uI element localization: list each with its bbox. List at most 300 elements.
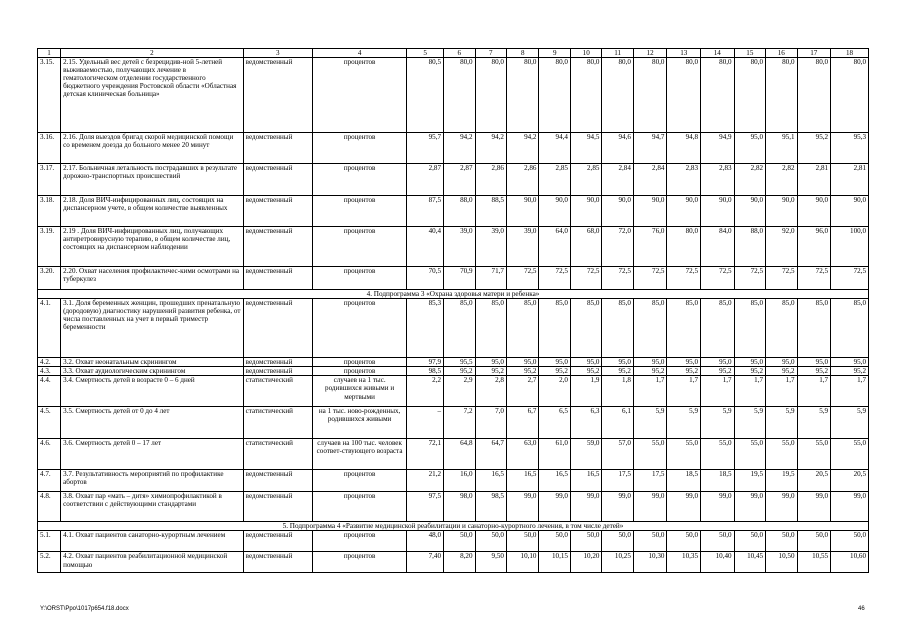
column-number: 18 xyxy=(831,49,869,58)
value-cell: 80,0 xyxy=(475,58,506,133)
value-cell: 95,2 xyxy=(667,367,701,376)
value-cell: 95,5 xyxy=(444,358,475,367)
value-cell: 95,2 xyxy=(797,133,831,164)
value-cell: 5,9 xyxy=(797,407,831,439)
value-cell: 94,9 xyxy=(701,133,735,164)
value-cell: 50,0 xyxy=(602,531,633,552)
value-cell: 2,7 xyxy=(506,376,539,407)
value-cell: 7,0 xyxy=(475,407,506,439)
column-number: 17 xyxy=(797,49,831,58)
value-cell: 1,7 xyxy=(667,376,701,407)
row-number-cell: 3.20. xyxy=(38,267,61,290)
indicator-type-cell: ведомственный xyxy=(243,133,312,164)
unit-cell: процентов xyxy=(312,196,406,227)
value-cell: 72,5 xyxy=(633,267,667,290)
value-cell: 85,0 xyxy=(797,299,831,358)
column-number: 14 xyxy=(701,49,735,58)
value-cell: 10,40 xyxy=(701,552,735,573)
unit-cell: случаев на 100 тыс. человек соответ-ствующего возраста xyxy=(312,439,406,470)
value-cell: 72,5 xyxy=(539,267,570,290)
value-cell: 50,0 xyxy=(831,531,869,552)
value-cell: 2,84 xyxy=(633,164,667,196)
value-cell: 90,0 xyxy=(831,196,869,227)
indicator-name-cell: 2.19 . Доля ВИЧ-инфицированных лиц, получающих антиретровирусную терапию, в общем количестве лиц, состоящих на диспансерном наблюдении xyxy=(61,227,244,267)
section-title: 4. Подпрограмма 3 «Охрана здоровья матери и ребенка» xyxy=(38,290,869,299)
value-cell: 16,5 xyxy=(475,470,506,492)
value-cell: 2,81 xyxy=(797,164,831,196)
value-cell: 80,0 xyxy=(667,58,701,133)
value-cell: 99,0 xyxy=(797,492,831,522)
value-cell: 20,5 xyxy=(797,470,831,492)
value-cell: 90,0 xyxy=(766,196,797,227)
value-cell: 95,3 xyxy=(831,133,869,164)
value-cell: 98,0 xyxy=(444,492,475,522)
value-cell: 99,0 xyxy=(602,492,633,522)
indicator-name-cell: 3.8. Охват пар «мать – дитя» химиопрофилактикой в соответствии с действующими стандартами xyxy=(61,492,244,522)
value-cell: 2,82 xyxy=(766,164,797,196)
table-row xyxy=(38,367,869,376)
value-cell: 18,5 xyxy=(667,470,701,492)
row-number-cell: 4.5. xyxy=(38,407,61,439)
value-cell: 95,0 xyxy=(734,358,765,367)
value-cell: 80,0 xyxy=(444,58,475,133)
indicator-name-cell: 3.3. Охват аудиологическим скринингом xyxy=(61,367,244,376)
value-cell: 90,0 xyxy=(570,196,601,227)
value-cell: 80,0 xyxy=(539,58,570,133)
value-cell: 70,5 xyxy=(407,267,444,290)
value-cell: 98,5 xyxy=(407,367,444,376)
value-cell: 2,9 xyxy=(444,376,475,407)
value-cell: 5,9 xyxy=(831,407,869,439)
indicator-type-cell: ведомственный xyxy=(243,58,312,133)
row-number-cell: 4.3. xyxy=(38,367,61,376)
value-cell: 80,0 xyxy=(633,58,667,133)
value-cell: 85,0 xyxy=(831,299,869,358)
column-number: 9 xyxy=(539,49,570,58)
row-number-cell: 4.8. xyxy=(38,492,61,522)
value-cell: 2,85 xyxy=(539,164,570,196)
value-cell: 95,0 xyxy=(831,358,869,367)
indicator-type-cell: статистический xyxy=(243,407,312,439)
document-page xyxy=(37,48,869,573)
table-row xyxy=(38,58,869,133)
value-cell: 90,0 xyxy=(797,196,831,227)
value-cell: 50,0 xyxy=(633,531,667,552)
value-cell: 19,5 xyxy=(734,470,765,492)
value-cell: 16,5 xyxy=(539,470,570,492)
value-cell: 99,0 xyxy=(539,492,570,522)
indicator-name-cell: 2.16. Доля выездов бригад скорой медицинской помощи со временем доезда до больного менее 20 минут xyxy=(61,133,244,164)
value-cell: 85,0 xyxy=(570,299,601,358)
unit-cell: процентов xyxy=(312,358,406,367)
value-cell: 70,9 xyxy=(444,267,475,290)
value-cell: 72,5 xyxy=(667,267,701,290)
value-cell: 16,0 xyxy=(444,470,475,492)
value-cell: 17,5 xyxy=(633,470,667,492)
indicator-type-cell: ведомственный xyxy=(243,367,312,376)
value-cell: 72,5 xyxy=(602,267,633,290)
value-cell: 6,7 xyxy=(506,407,539,439)
value-cell: 2,87 xyxy=(407,164,444,196)
value-cell: 2,82 xyxy=(734,164,765,196)
value-cell: 88,0 xyxy=(734,227,765,267)
value-cell: 80,0 xyxy=(667,227,701,267)
value-cell: 64,0 xyxy=(539,227,570,267)
column-number: 2 xyxy=(61,49,244,58)
value-cell: 20,5 xyxy=(831,470,869,492)
value-cell: 10,35 xyxy=(667,552,701,573)
value-cell: 1,7 xyxy=(797,376,831,407)
column-number: 3 xyxy=(243,49,312,58)
value-cell: 95,0 xyxy=(797,358,831,367)
indicator-type-cell: статистический xyxy=(243,376,312,407)
value-cell: 95,2 xyxy=(444,367,475,376)
value-cell: 99,0 xyxy=(831,492,869,522)
value-cell: 57,0 xyxy=(602,439,633,470)
column-number: 11 xyxy=(602,49,633,58)
value-cell: 99,0 xyxy=(734,492,765,522)
table-row xyxy=(38,376,869,407)
value-cell: 72,5 xyxy=(797,267,831,290)
value-cell: 99,0 xyxy=(506,492,539,522)
value-cell: 95,0 xyxy=(539,358,570,367)
section-header-row xyxy=(38,522,869,531)
table-body xyxy=(38,49,869,573)
unit-cell: на 1 тыс. ново-рожденных, родившихся живыми xyxy=(312,407,406,439)
value-cell: 90,0 xyxy=(667,196,701,227)
indicator-type-cell: ведомственный xyxy=(243,164,312,196)
value-cell: 39,0 xyxy=(506,227,539,267)
value-cell: 80,5 xyxy=(407,58,444,133)
column-number: 7 xyxy=(475,49,506,58)
value-cell: 6,1 xyxy=(602,407,633,439)
value-cell: 10,55 xyxy=(797,552,831,573)
value-cell: 85,0 xyxy=(444,299,475,358)
value-cell: 55,0 xyxy=(667,439,701,470)
indicator-type-cell: ведомственный xyxy=(243,358,312,367)
table-row xyxy=(38,492,869,522)
value-cell: 1,7 xyxy=(766,376,797,407)
value-cell: 94,7 xyxy=(633,133,667,164)
unit-cell: процентов xyxy=(312,164,406,196)
value-cell: 80,0 xyxy=(506,58,539,133)
value-cell: 2,84 xyxy=(602,164,633,196)
value-cell: 50,0 xyxy=(506,531,539,552)
value-cell: 50,0 xyxy=(667,531,701,552)
value-cell: 2,8 xyxy=(475,376,506,407)
value-cell: 55,0 xyxy=(766,439,797,470)
row-number-cell: 3.19. xyxy=(38,227,61,267)
unit-cell: процентов xyxy=(312,267,406,290)
value-cell: 94,4 xyxy=(539,133,570,164)
value-cell: 95,0 xyxy=(667,358,701,367)
column-number: 4 xyxy=(312,49,406,58)
value-cell: 76,0 xyxy=(633,227,667,267)
unit-cell: процентов xyxy=(312,531,406,552)
value-cell: 2,81 xyxy=(831,164,869,196)
indicator-name-cell: 4.2. Охват пациентов реабилитационной медицинской помощью xyxy=(61,552,244,573)
value-cell: 55,0 xyxy=(734,439,765,470)
indicators-table xyxy=(37,48,869,573)
indicator-name-cell: 3.6. Смертность детей 0 – 17 лет xyxy=(61,439,244,470)
value-cell: 95,2 xyxy=(734,367,765,376)
column-number: 8 xyxy=(506,49,539,58)
row-number-cell: 3.18. xyxy=(38,196,61,227)
column-number: 13 xyxy=(667,49,701,58)
unit-cell: процентов xyxy=(312,470,406,492)
indicator-type-cell: ведомственный xyxy=(243,470,312,492)
value-cell: 80,0 xyxy=(831,58,869,133)
value-cell: – xyxy=(407,407,444,439)
value-cell: 85,0 xyxy=(766,299,797,358)
value-cell: 72,5 xyxy=(506,267,539,290)
value-cell: 100,0 xyxy=(831,227,869,267)
value-cell: 85,0 xyxy=(602,299,633,358)
table-row xyxy=(38,133,869,164)
value-cell: 2,83 xyxy=(667,164,701,196)
value-cell: 10,30 xyxy=(633,552,667,573)
row-number-cell: 4.7. xyxy=(38,470,61,492)
value-cell: 72,0 xyxy=(602,227,633,267)
unit-cell: процентов xyxy=(312,299,406,358)
value-cell: 55,0 xyxy=(831,439,869,470)
value-cell: 72,5 xyxy=(766,267,797,290)
value-cell: 72,1 xyxy=(407,439,444,470)
row-number-cell: 3.15. xyxy=(38,58,61,133)
indicator-type-cell: ведомственный xyxy=(243,492,312,522)
value-cell: 68,0 xyxy=(570,227,601,267)
value-cell: 1,7 xyxy=(701,376,735,407)
value-cell: 1,7 xyxy=(831,376,869,407)
table-row xyxy=(38,552,869,573)
indicator-name-cell: 2.15. Удельный вес детей с безрецидив-ной 5-летней выживаемостью, получающих лечение в гематологическом отделении государственного бюджетного учреждения Ростовской области «Областная детская клиническая больница» xyxy=(61,58,244,133)
value-cell: 92,0 xyxy=(766,227,797,267)
value-cell: 6,3 xyxy=(570,407,601,439)
value-cell: 50,0 xyxy=(701,531,735,552)
value-cell: 40,4 xyxy=(407,227,444,267)
row-number-cell: 4.4. xyxy=(38,376,61,407)
value-cell: 98,5 xyxy=(475,492,506,522)
value-cell: 39,0 xyxy=(475,227,506,267)
value-cell: 10,15 xyxy=(539,552,570,573)
indicator-type-cell: ведомственный xyxy=(243,552,312,573)
unit-cell: процентов xyxy=(312,133,406,164)
value-cell: 21,2 xyxy=(407,470,444,492)
value-cell: 50,0 xyxy=(734,531,765,552)
value-cell: 95,0 xyxy=(602,358,633,367)
table-row xyxy=(38,531,869,552)
value-cell: 71,7 xyxy=(475,267,506,290)
table-row xyxy=(38,439,869,470)
value-cell: 2,2 xyxy=(407,376,444,407)
value-cell: 10,45 xyxy=(734,552,765,573)
value-cell: 2,85 xyxy=(570,164,601,196)
row-number-cell: 3.16. xyxy=(38,133,61,164)
table-row xyxy=(38,470,869,492)
file-path: Y:\ORST\Ppo\1017p654.f18.docx xyxy=(40,606,129,612)
value-cell: 95,7 xyxy=(407,133,444,164)
value-cell: 17,5 xyxy=(602,470,633,492)
row-number-cell: 5.1. xyxy=(38,531,61,552)
value-cell: 55,0 xyxy=(797,439,831,470)
value-cell: 94,2 xyxy=(475,133,506,164)
value-cell: 80,0 xyxy=(701,58,735,133)
value-cell: 18,5 xyxy=(701,470,735,492)
table-row xyxy=(38,407,869,439)
indicator-name-cell: 2.18. Доля ВИЧ-инфицированных лиц, состоящих на диспансерном учете, в общем количестве выявленных xyxy=(61,196,244,227)
column-number: 12 xyxy=(633,49,667,58)
table-row xyxy=(38,196,869,227)
indicator-type-cell: ведомственный xyxy=(243,299,312,358)
value-cell: 95,0 xyxy=(475,358,506,367)
value-cell: 59,0 xyxy=(570,439,601,470)
section-header-row xyxy=(38,290,869,299)
row-number-cell: 4.1. xyxy=(38,299,61,358)
value-cell: 90,0 xyxy=(602,196,633,227)
value-cell: 10,60 xyxy=(831,552,869,573)
table-row xyxy=(38,358,869,367)
value-cell: 2,83 xyxy=(701,164,735,196)
table-row xyxy=(38,299,869,358)
value-cell: 85,0 xyxy=(667,299,701,358)
value-cell: 5,9 xyxy=(633,407,667,439)
value-cell: 95,2 xyxy=(831,367,869,376)
value-cell: 5,9 xyxy=(667,407,701,439)
table-row xyxy=(38,267,869,290)
value-cell: 85,3 xyxy=(407,299,444,358)
indicator-type-cell: статистический xyxy=(243,439,312,470)
indicator-name-cell: 3.1. Доля беременных женщин, прошедших пренатальную (дородовую) диагностику нарушений развития ребенка, от числа поставленных на учет в первый триместр беременности xyxy=(61,299,244,358)
row-number-cell: 3.17. xyxy=(38,164,61,196)
value-cell: 2,87 xyxy=(444,164,475,196)
value-cell: 95,1 xyxy=(766,133,797,164)
value-cell: 95,2 xyxy=(602,367,633,376)
indicator-name-cell: 3.2. Охват неонатальным скринингом xyxy=(61,358,244,367)
value-cell: 5,9 xyxy=(701,407,735,439)
page-number: 46 xyxy=(858,606,865,612)
value-cell: 95,2 xyxy=(475,367,506,376)
indicator-name-cell: 3.4. Смертность детей в возрасте 0 – 6 дней xyxy=(61,376,244,407)
value-cell: 64,7 xyxy=(475,439,506,470)
value-cell: 10,50 xyxy=(766,552,797,573)
value-cell: 88,0 xyxy=(444,196,475,227)
value-cell: 94,5 xyxy=(570,133,601,164)
value-cell: 8,20 xyxy=(444,552,475,573)
table-row xyxy=(38,227,869,267)
value-cell: 94,2 xyxy=(444,133,475,164)
value-cell: 85,0 xyxy=(475,299,506,358)
value-cell: 95,0 xyxy=(734,133,765,164)
value-cell: 95,0 xyxy=(506,358,539,367)
value-cell: 61,0 xyxy=(539,439,570,470)
value-cell: 2,86 xyxy=(506,164,539,196)
value-cell: 10,25 xyxy=(602,552,633,573)
value-cell: 90,0 xyxy=(506,196,539,227)
value-cell: 50,0 xyxy=(766,531,797,552)
value-cell: 16,5 xyxy=(570,470,601,492)
value-cell: 85,0 xyxy=(734,299,765,358)
value-cell: 10,10 xyxy=(506,552,539,573)
value-cell: 5,9 xyxy=(734,407,765,439)
value-cell: 95,2 xyxy=(633,367,667,376)
value-cell: 64,8 xyxy=(444,439,475,470)
value-cell: 90,0 xyxy=(701,196,735,227)
value-cell: 95,2 xyxy=(506,367,539,376)
value-cell: 50,0 xyxy=(570,531,601,552)
value-cell: 55,0 xyxy=(701,439,735,470)
indicator-type-cell: ведомственный xyxy=(243,196,312,227)
value-cell: 99,0 xyxy=(766,492,797,522)
value-cell: 5,9 xyxy=(766,407,797,439)
value-cell: 95,0 xyxy=(766,358,797,367)
value-cell: 7,2 xyxy=(444,407,475,439)
value-cell: 1,7 xyxy=(633,376,667,407)
value-cell: 50,0 xyxy=(797,531,831,552)
value-cell: 85,0 xyxy=(506,299,539,358)
value-cell: 16,5 xyxy=(506,470,539,492)
value-cell: 95,2 xyxy=(766,367,797,376)
value-cell: 80,0 xyxy=(602,58,633,133)
value-cell: 94,2 xyxy=(506,133,539,164)
column-number: 5 xyxy=(407,49,444,58)
value-cell: 2,86 xyxy=(475,164,506,196)
value-cell: 90,0 xyxy=(633,196,667,227)
value-cell: 85,0 xyxy=(633,299,667,358)
value-cell: 95,2 xyxy=(701,367,735,376)
value-cell: 88,5 xyxy=(475,196,506,227)
unit-cell: случаев на 1 тыс. родившихся живыми и мертвыми xyxy=(312,376,406,407)
unit-cell: процентов xyxy=(312,58,406,133)
value-cell: 72,5 xyxy=(570,267,601,290)
value-cell: 9,50 xyxy=(475,552,506,573)
value-cell: 95,0 xyxy=(701,358,735,367)
indicator-name-cell: 2.17. Больничная летальность пострадавших в результате дорожно-транспортных происшествий xyxy=(61,164,244,196)
value-cell: 19,5 xyxy=(766,470,797,492)
value-cell: 90,0 xyxy=(539,196,570,227)
indicator-type-cell: ведомственный xyxy=(243,227,312,267)
value-cell: 55,0 xyxy=(633,439,667,470)
value-cell: 50,0 xyxy=(539,531,570,552)
value-cell: 84,0 xyxy=(701,227,735,267)
value-cell: 87,5 xyxy=(407,196,444,227)
value-cell: 85,0 xyxy=(701,299,735,358)
column-number: 1 xyxy=(38,49,61,58)
column-number: 6 xyxy=(444,49,475,58)
value-cell: 94,8 xyxy=(667,133,701,164)
row-number-cell: 5.2. xyxy=(38,552,61,573)
value-cell: 50,0 xyxy=(444,531,475,552)
value-cell: 99,0 xyxy=(667,492,701,522)
value-cell: 6,5 xyxy=(539,407,570,439)
unit-cell: процентов xyxy=(312,227,406,267)
unit-cell: процентов xyxy=(312,367,406,376)
value-cell: 1,7 xyxy=(734,376,765,407)
unit-cell: процентов xyxy=(312,552,406,573)
value-cell: 72,5 xyxy=(701,267,735,290)
value-cell: 7,40 xyxy=(407,552,444,573)
column-number: 10 xyxy=(570,49,601,58)
value-cell: 10,20 xyxy=(570,552,601,573)
value-cell: 95,2 xyxy=(539,367,570,376)
table-row xyxy=(38,164,869,196)
value-cell: 95,2 xyxy=(797,367,831,376)
value-cell: 96,0 xyxy=(797,227,831,267)
value-cell: 99,0 xyxy=(570,492,601,522)
value-cell: 99,0 xyxy=(633,492,667,522)
value-cell: 72,5 xyxy=(831,267,869,290)
value-cell: 95,0 xyxy=(633,358,667,367)
indicator-name-cell: 2.20. Охват населения профилактичес-кими осмотрами на туберкулез xyxy=(61,267,244,290)
